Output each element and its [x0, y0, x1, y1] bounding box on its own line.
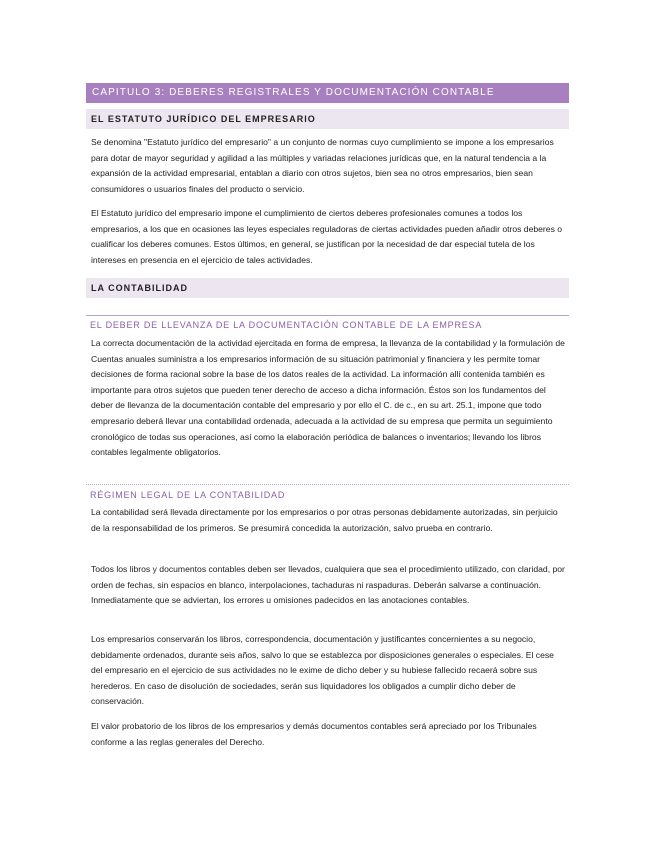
paragraph-regimen-1: La contabilidad será llevada directamente por los empresarios o por otras personas debidamente autorizadas, sin perjuicio de la responsabilidad de los primeros. Se presumirá concedida la autorización, salvo prueba en contrario. [91, 507, 558, 533]
heading-rule-dotted [86, 484, 569, 485]
paragraph-regimen-2: Todos los libros y documentos contables deben ser llevados, cualquiera que sea el procedimiento utilizado, con claridad, por orden de fechas, sin espacios en blanco, interpolaciones, tachaduras ni raspaduras. Deberán salvarse a continuación. Inmediatamente que se adviertan, los errores u omisiones padecidos en las anotaciones contables. [91, 564, 565, 606]
subheading-regimen-legal: RÉGIMEN LEGAL DE LA CONTABILIDAD [90, 490, 286, 500]
section-heading-estatuto: EL ESTATUTO JURÍDICO DEL EMPRESARIO [86, 109, 569, 129]
paragraph-regimen-3: Los empresarios conservarán los libros, correspondencia, documentación y justificantes concernientes a su negocio, debidamente ordenados, durante seis años, salvo lo que se establezca por disposiciones generales o especiales. El cese del empresario en el ejercicio de sus actividades no le exime de dicho deber y su hubiese fallecido recaerá sobre sus herederos. En caso de disolución de sociedades, serán sus liquidadores los obligados a cumplir dicho deber de conservación. [91, 634, 554, 707]
subheading-deber-llevanza: EL DEBER DE LLEVANZA DE LA DOCUMENTACIÓN CONTABLE DE LA EMPRESA [90, 320, 483, 330]
paragraph-deber-llevanza: La correcta documentación de la actividad ejercitada en forma de empresa, la llevanza de la contabilidad y la formulación de Cuentas anuales suministra a los empresarios información de su situación patrimonial y financiera y les permite tomar decisiones de forma racional sobre la base de los datos reales de la actividad. La información allí contenida también es importante para otros sujetos que pueden tener derecho de acceso a dicha información. Éstos son los fundamentos del deber de llevanza de la documentación contable del empresario y por ello el C. de c., en su art. 25.1, impone que todo empresario deberá llevar una contabilidad ordenada, adecuada a la actividad de su empresa que permita un seguimiento cronológico de todas sus operaciones, así como la elaboración periódica de balances o inventarios; llevando los libros contables legalmente obligatorios. [91, 338, 565, 458]
paragraph-regimen-4: El valor probatorio de los libros de los empresarios y demás documentos contables será apreciado por los Tribunales conforme a las reglas generales del Derecho. [91, 721, 537, 747]
paragraph-estatuto-2: El Estatuto jurídico del empresario impone el cumplimiento de ciertos deberes profesionales comunes a todos los empresarios, a los que en ocasiones las leyes especiales reguladoras de ciertas actividades pueden añadir otros deberes o cualificar los deberes comunes. Estos últimos, en general, se justifican por la necesidad de dar especial tutela de los intereses en presencia en el ejercicio de tales actividades. [91, 208, 563, 265]
heading-rule [86, 315, 569, 316]
paragraph-estatuto-1: Se denomina "Estatuto jurídico del empresario" a un conjunto de normas cuyo cumplimiento se impone a los empresarios para dotar de mayor seguridad y agilidad a las múltiples y variadas relaciones jurídicas que, en la natural tendencia a la expansión de la actividad empresarial, entablan a diario con otros sujetos, bien sea no otros empresarios, bien sean consumidores o usuarios finales del producto o servicio. [91, 137, 554, 194]
section-heading-contabilidad: LA CONTABILIDAD [86, 278, 569, 298]
chapter-title: CAPITULO 3: DEBERES REGISTRALES Y DOCUMENTACIÓN CONTABLE [86, 83, 569, 103]
